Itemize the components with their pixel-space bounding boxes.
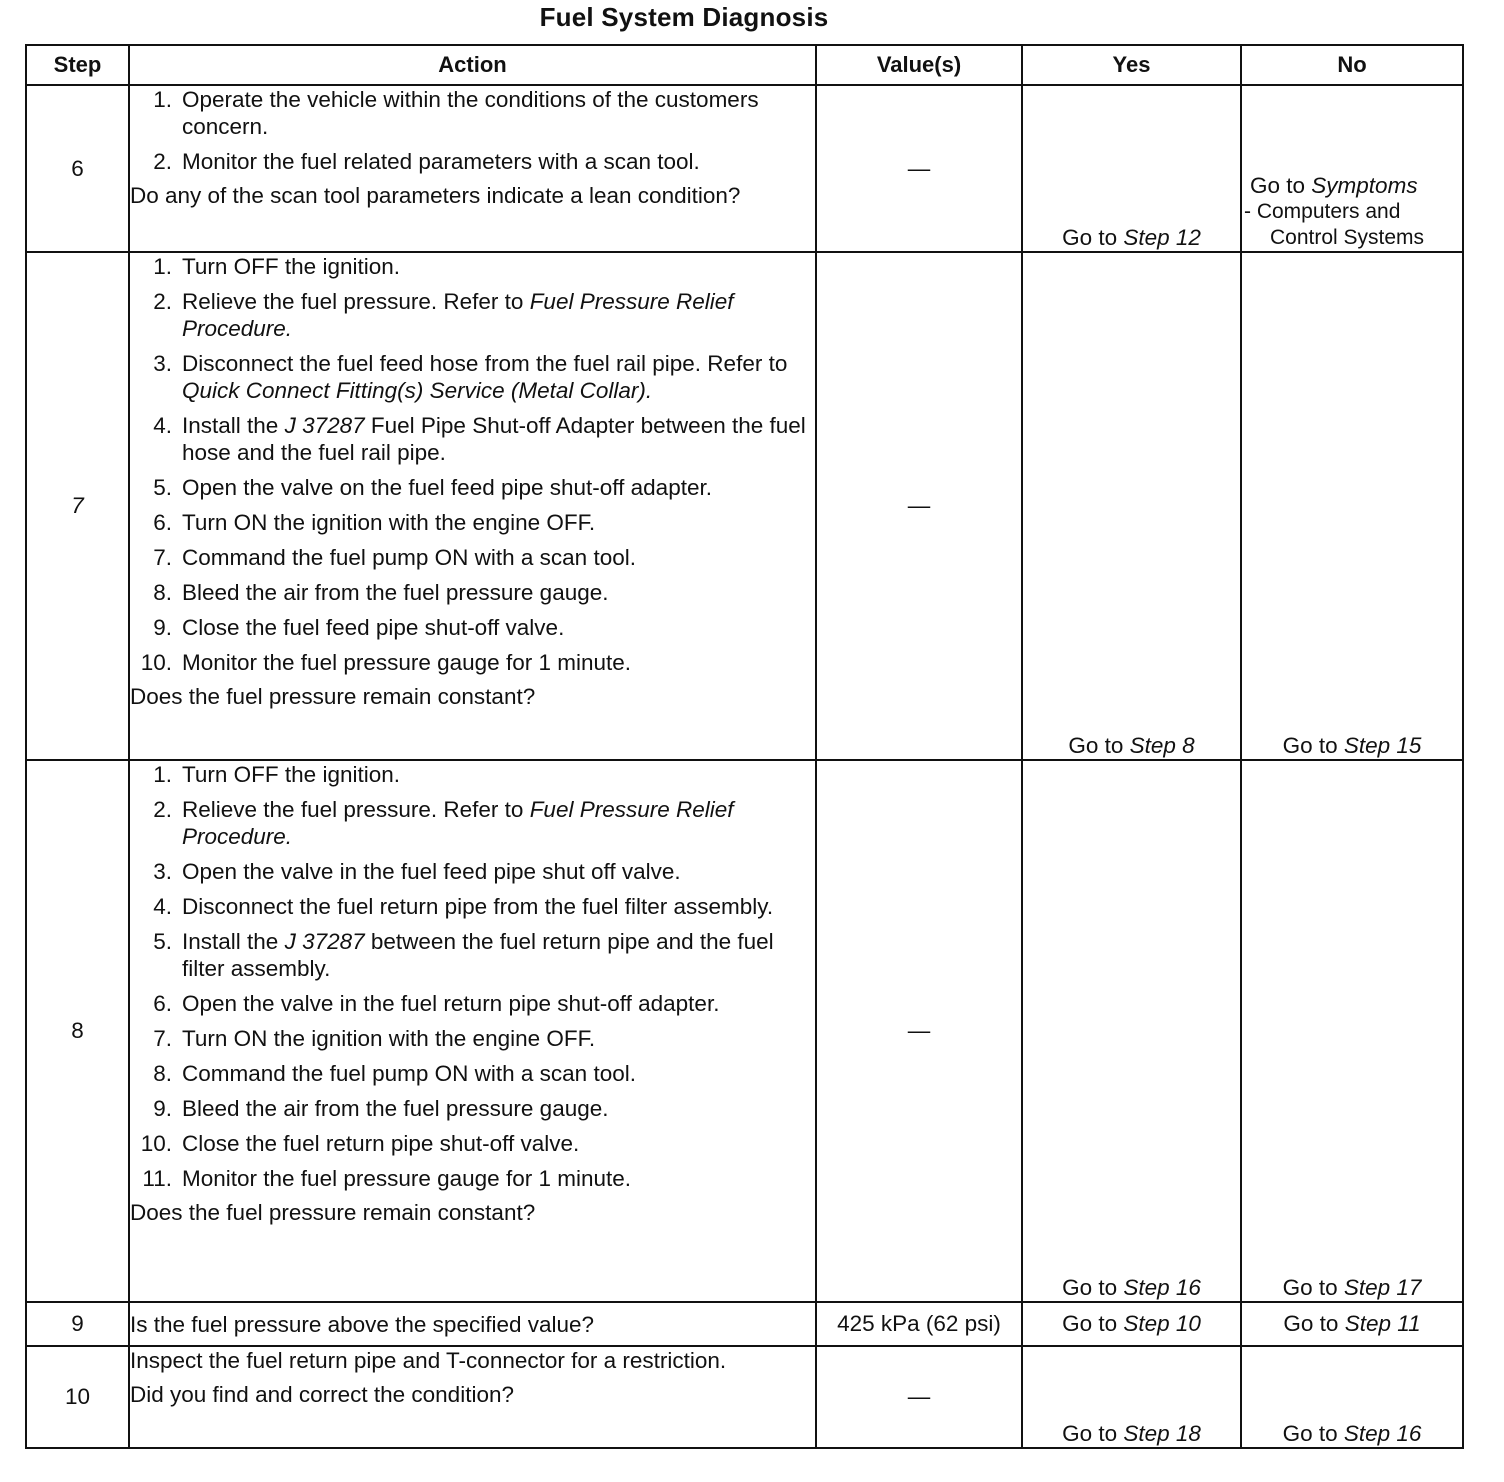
step-row-7	[26, 252, 1463, 760]
yes-link[interactable]: Step 12	[1123, 225, 1201, 250]
ref-link[interactable]: Fuel Pressure Relief Procedure.	[182, 797, 734, 849]
yes-link[interactable]: Step 16	[1123, 1275, 1201, 1300]
instruction-text: Inspect the fuel return pipe and T-connector for a restriction.	[130, 1348, 727, 1373]
list-item: 6. Open the valve in the fuel return pipe shut-off adapter.	[153, 991, 720, 1016]
value-cell	[816, 1302, 1022, 1346]
list-item: 1. Turn OFF the ignition.	[153, 254, 401, 279]
list-item: 9. Close the fuel feed pipe shut-off valve.	[153, 615, 565, 640]
list-item: 4. Disconnect the fuel return pipe from the fuel filter assembly.	[153, 894, 774, 919]
step-number: 7	[26, 252, 129, 760]
page-title: Fuel System Diagnosis	[539, 2, 829, 32]
value-cell	[816, 1346, 1022, 1448]
header-no: No	[1241, 45, 1463, 85]
value-text: —	[907, 493, 931, 518]
header-step: Step	[26, 45, 129, 85]
list-item: 3. Open the valve in the fuel feed pipe shut off valve.	[153, 859, 681, 884]
value-text: —	[907, 1018, 931, 1043]
question-text: Does the fuel pressure remain constant?	[130, 1200, 536, 1225]
no-cell: Go to Step 11	[1241, 1302, 1463, 1346]
value-text: —	[907, 1384, 931, 1409]
list-item: 2. Relieve the fuel pressure. Refer to Fuel Pressure Relief Procedure.	[153, 289, 734, 341]
list-item: 10. Close the fuel return pipe shut-off valve.	[140, 1131, 580, 1156]
yes-link[interactable]: Step 18	[1123, 1421, 1201, 1446]
no-link[interactable]: Symptoms	[1311, 173, 1418, 198]
step-number: 8	[26, 760, 129, 1302]
no-link[interactable]: Step 17	[1343, 1275, 1422, 1300]
no-link[interactable]: Step 15	[1343, 733, 1422, 758]
list-item: 9. Bleed the air from the fuel pressure gauge.	[153, 1096, 609, 1121]
header-row	[26, 45, 1463, 85]
value-text: —	[907, 155, 931, 181]
no-cell: Go to Step 17	[1241, 760, 1463, 1302]
no-cell: Go to Step 16	[1241, 1346, 1463, 1448]
yes-link[interactable]: Step 8	[1129, 733, 1195, 758]
no-cell: Go to Step 15	[1241, 252, 1463, 760]
action-cell	[129, 252, 816, 760]
list-item: 8. Bleed the air from the fuel pressure gauge.	[153, 580, 609, 605]
yes-cell: Go to Step 16	[1022, 760, 1241, 1302]
action-cell	[129, 760, 816, 1302]
step-row-10	[26, 1346, 1463, 1448]
question-text: Is the fuel pressure above the specified value?	[130, 1311, 595, 1337]
list-item: 6. Turn ON the ignition with the engine OFF.	[153, 510, 596, 535]
value-text: 425 kPa (62 psi)	[837, 1311, 1001, 1336]
list-item: 7. Command the fuel pump ON with a scan tool.	[153, 545, 636, 570]
diagnosis-table	[25, 44, 1464, 1449]
step-number: 6	[26, 85, 129, 252]
list-item: 2. Monitor the fuel related parameters with a scan tool.	[153, 149, 700, 174]
action-cell	[129, 1302, 816, 1346]
header-values: Value(s)	[816, 45, 1022, 85]
no-link[interactable]: Step 16	[1343, 1421, 1422, 1446]
list-item: 2. Relieve the fuel pressure. Refer to Fuel Pressure Relief Procedure.	[153, 797, 734, 849]
question-text: Did you find and correct the condition?	[130, 1382, 514, 1407]
header-action: Action	[129, 45, 816, 85]
list-item: 8. Command the fuel pump ON with a scan tool.	[153, 1061, 636, 1086]
list-item: 1. Operate the vehicle within the conditions of the customers concern.	[153, 87, 759, 139]
value-cell	[816, 85, 1022, 252]
no-cell: Go to Symptoms - Computers and Control Systems	[1241, 85, 1463, 252]
step-row-6	[26, 85, 1463, 252]
list-item: 4. Install the J 37287 Fuel Pipe Shut-off Adapter between the fuel hose and the fuel rail pipe.	[153, 413, 806, 465]
ref-link[interactable]: Fuel Pressure Relief Procedure.	[182, 289, 734, 341]
ref-link[interactable]: Quick Connect Fitting(s) Service (Metal Collar).	[182, 378, 653, 403]
yes-cell: Go to Step 10	[1022, 1302, 1241, 1346]
list-item: 5. Open the valve on the fuel feed pipe shut-off adapter.	[153, 475, 712, 500]
action-cell	[129, 1346, 816, 1448]
no-link[interactable]: Step 11	[1344, 1311, 1421, 1336]
yes-cell: Go to Step 12	[1022, 85, 1241, 252]
value-cell	[816, 252, 1022, 760]
question-text: Does the fuel pressure remain constant?	[130, 684, 536, 709]
step-number: 9	[26, 1302, 129, 1346]
yes-link[interactable]: Step 10	[1123, 1311, 1201, 1336]
action-cell	[129, 85, 816, 252]
yes-cell: Go to Step 18	[1022, 1346, 1241, 1448]
step-number: 10	[26, 1346, 129, 1448]
header-yes: Yes	[1022, 45, 1241, 85]
list-item: 10. Monitor the fuel pressure gauge for 1 minute.	[140, 650, 632, 675]
value-cell	[816, 760, 1022, 1302]
list-item: 5. Install the J 37287 between the fuel return pipe and the fuel filter assembly.	[153, 929, 774, 981]
step-row-8	[26, 760, 1463, 1302]
yes-cell: Go to Step 8	[1022, 252, 1241, 760]
list-item: 11. Monitor the fuel pressure gauge for 1 minute.	[142, 1166, 632, 1191]
list-item: 3. Disconnect the fuel feed hose from the fuel rail pipe. Refer to Quick Connect Fitting(s) Service (Metal Collar).	[153, 351, 788, 403]
list-item: 7. Turn ON the ignition with the engine OFF.	[153, 1026, 596, 1051]
step-row-9	[26, 1302, 1463, 1346]
question-text: Do any of the scan tool parameters indicate a lean condition?	[130, 183, 741, 208]
list-item: 1. Turn OFF the ignition.	[153, 762, 401, 787]
